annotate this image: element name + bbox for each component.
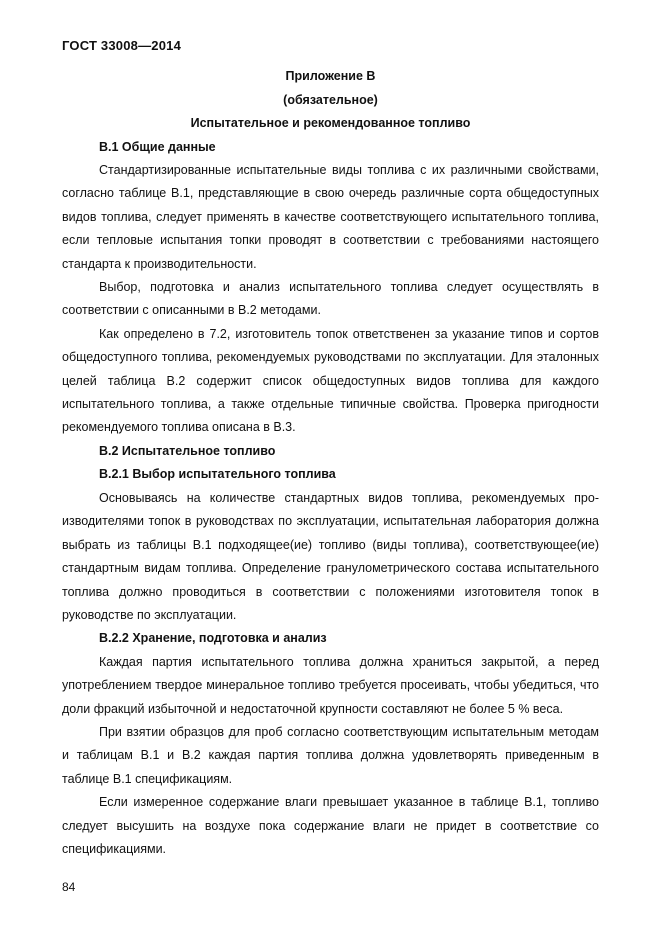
appendix-title: Приложение В (285, 69, 376, 83)
paragraph: При взятии образцов для проб согласно соответствующим испытательным методам и таблицам В.1 и В.2 каждая партия топлива должна удовлетворять приведенным в таблице В.1 спецификациям. (62, 725, 599, 786)
document-body (62, 65, 599, 861)
document-code-header: ГОСТ 33008—2014 (62, 38, 181, 53)
appendix-status: (обязательное) (283, 92, 378, 107)
appendix-subject: Испытательное и рекомендованное топливо (190, 116, 471, 130)
section-b1-heading: В.1 Общие данные (99, 139, 216, 154)
paragraph: Основываясь на количестве стандартных видов топлива, рекомендуемых производителями топок в руководствах по эксплуатации, испытательная лаборатория должна выбрать из таблицы В.1 подходящее(ие) топливо (виды топлива), соответствующее(ие) стандартным видам топлива. Определение гранулометрического состава испытательного топлива должно проводиться в соответствии с положениями изготовителя топок в руководстве по эксплуатации. (62, 490, 599, 622)
paragraph: Выбор, подготовка и анализ испытательного топлива следует осуществлять в соответствии с описанными в В.2 методами. (62, 280, 599, 318)
page-number: 84 (62, 880, 76, 894)
paragraph: Если измеренное содержание влаги превышает указанное в таблице В.1, топливо следует высушить на воздухе пока содержание влаги не придет в соответствие со спецификациями. (62, 795, 599, 857)
paragraph: Каждая партия испытательного топлива должна храниться закрытой, а перед употреблением твердое минеральное топливо требуется просеивать, чтобы убедиться, что доли фракций избыточной и недостаточной крупности составляют не более 5 % веса. (62, 654, 599, 716)
paragraph: Как определено в 7.2, изготовитель топок ответственен за указание типов и сортов общедоступного топлива, рекомендуемых руководствами по эксплуатации. Для эталонных целей таблица В.2 содержит список общедоступных видов топлива для каждого испытательного топлива, а также отдельные типичные свойства. Проверка пригодности рекомендуемого топлива описана в В.3. (62, 326, 599, 435)
section-b2-heading: В.2 Испытательное топливо (99, 443, 276, 458)
section-b22-heading: В.2.2 Хранение, подготовка и анализ (99, 631, 327, 646)
paragraph: Стандартизированные испытательные виды топлива с их различными свойствами, согласно таблице В.1, представляющие в свою очередь различные сорта общедоступных видов топлива, следует применять в качестве соответствующего испытательного топлива, если тепловые испытания топки проводят в соответствии с требованиями настоящего стандарта к производительности. (62, 163, 599, 271)
section-b21-heading: В.2.1 Выбор испытательного топлива (99, 467, 336, 482)
